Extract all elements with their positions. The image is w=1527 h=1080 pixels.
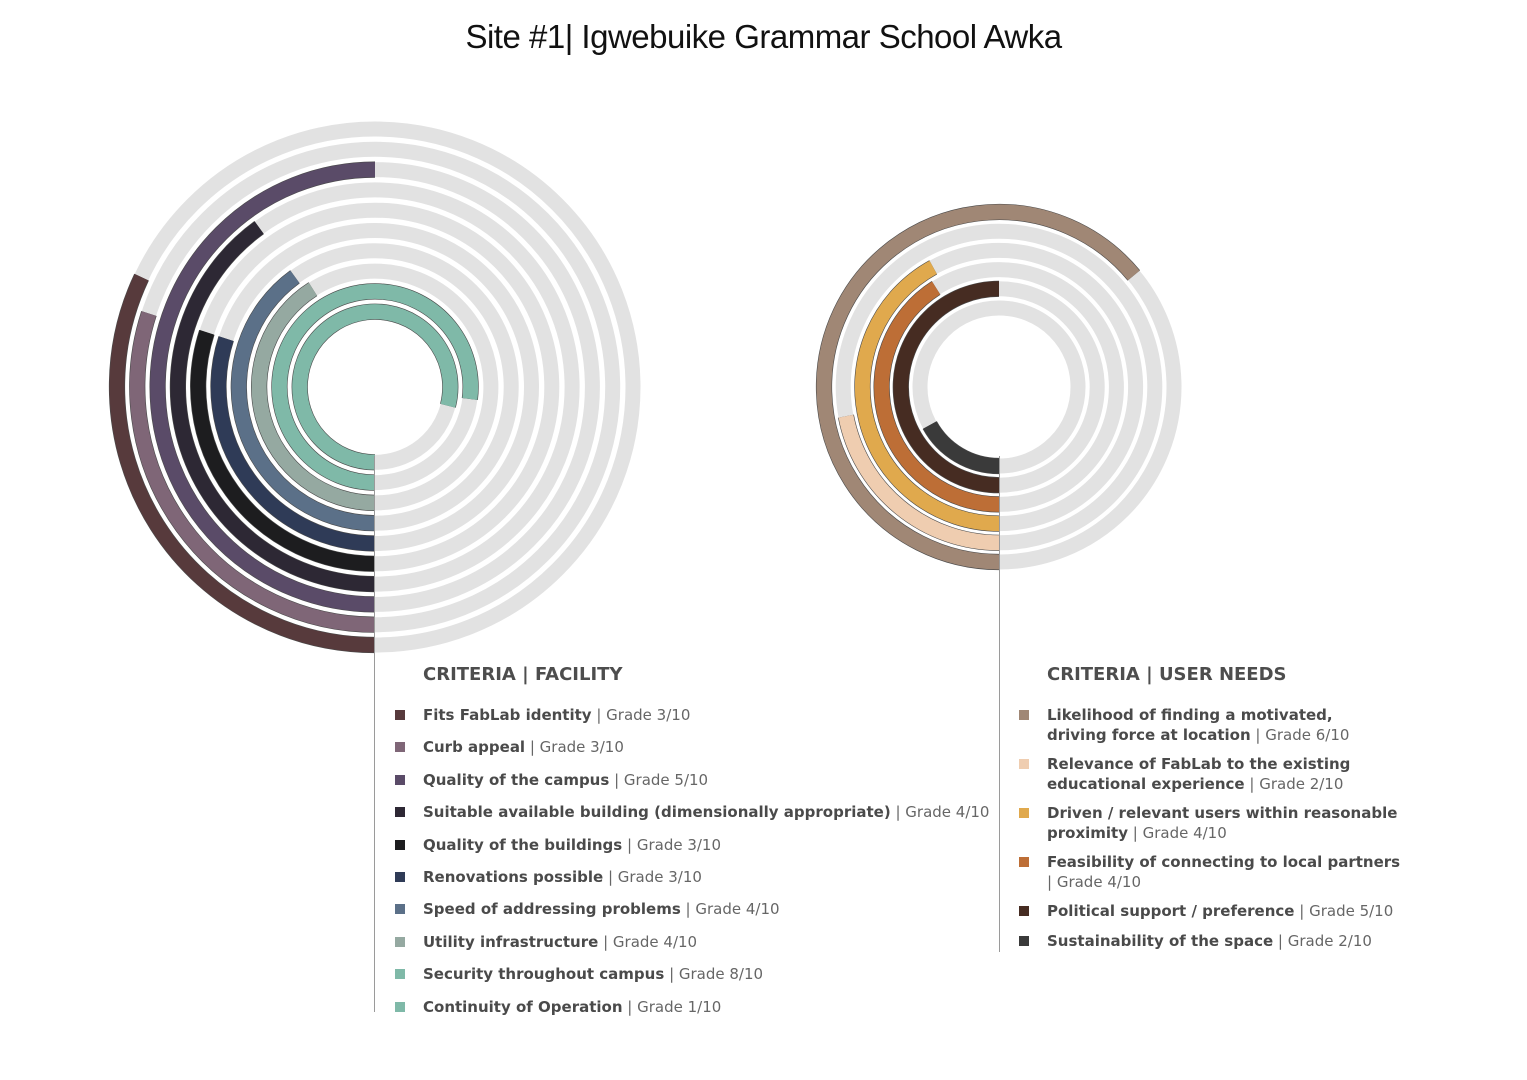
user-needs-legend-label: Sustainability of the space: [1047, 932, 1274, 950]
user-needs-legend-label: Likelihood of finding a motivated,: [1047, 706, 1333, 724]
user-needs-legend-swatch: [1019, 936, 1029, 946]
facility-legend-label: Curb appeal: [423, 738, 526, 757]
facility-legend-grade: | Grade 1/10: [627, 997, 722, 1016]
facility-legend-title: CRITERIA | FACILITY: [423, 664, 623, 685]
facility-legend-item: [423, 737, 989, 757]
user-needs-legend-grade: | Grade 2/10: [1249, 775, 1344, 793]
facility-legend-swatch: [395, 1002, 405, 1012]
facility-legend-item: [423, 867, 989, 887]
facility-legend-grade: | Grade 3/10: [596, 706, 691, 724]
facility-legend-list: [423, 705, 989, 1017]
facility-legend-swatch: [395, 872, 405, 882]
facility-legend-label: Continuity of Operation: [423, 997, 623, 1016]
facility-legend-swatch: [395, 840, 405, 850]
user-needs-legend-grade: | Grade 6/10: [1255, 726, 1350, 744]
facility-legend-grade: | Grade 5/10: [614, 770, 709, 789]
facility-legend-grade: | Grade 3/10: [627, 835, 722, 854]
facility-legend-swatch: [395, 904, 405, 914]
facility-legend-swatch: [395, 742, 405, 752]
user-needs-legend-item: [1047, 705, 1407, 745]
facility-legend-label: Speed of addressing problems: [423, 900, 681, 919]
user-needs-legend-swatch: [1019, 906, 1029, 916]
user-needs-legend-label: proximity: [1047, 824, 1128, 842]
user-needs-legend-swatch: [1019, 759, 1029, 769]
facility-legend-grade: | Grade 8/10: [669, 965, 764, 984]
facility-legend-swatch: [395, 937, 405, 947]
user-needs-legend: [1047, 664, 1407, 961]
facility-legend-grade: | Grade 4/10: [603, 932, 698, 951]
facility-legend-grade: | Grade 3/10: [529, 738, 624, 757]
user-needs-legend-grade: | Grade 5/10: [1299, 902, 1394, 920]
user-needs-legend-list: [1047, 705, 1407, 951]
user-needs-legend-label: Feasibility of connecting to local partners: [1047, 853, 1401, 871]
user-needs-legend-item: [1047, 931, 1407, 951]
facility-legend-item: [423, 932, 989, 952]
user-needs-legend-item: [1047, 754, 1407, 794]
user-needs-legend-swatch: [1019, 710, 1029, 720]
facility-legend-item: [423, 964, 989, 984]
facility-legend-grade: | Grade 3/10: [607, 867, 702, 886]
page-title: Site #1| Igwebuike Grammar School Awka: [465, 18, 1062, 55]
facility-legend-swatch: [395, 969, 405, 979]
facility-legend-label: Utility infrastructure: [423, 932, 599, 951]
facility-legend-swatch: [395, 807, 405, 817]
facility-legend-item: [423, 705, 989, 725]
facility-legend-label: Quality of the buildings: [423, 835, 623, 854]
facility-legend: [423, 664, 989, 1029]
user-needs-legend-item: [1047, 852, 1407, 892]
facility-legend-item: [423, 802, 989, 822]
user-needs-legend-label: driving force at location: [1047, 726, 1251, 744]
user-needs-legend-grade: | Grade 2/10: [1277, 932, 1372, 950]
facility-legend-grade: | Grade 4/10: [895, 803, 990, 822]
facility-legend-item: [423, 997, 989, 1017]
facility-legend-label: Suitable available building (dimensionally appropriate): [423, 803, 891, 822]
facility-legend-swatch: [395, 775, 405, 785]
facility-legend-item: [423, 899, 989, 919]
user-needs-legend-grade: | Grade 4/10: [1132, 824, 1227, 842]
facility-legend-label: Security throughout campus: [423, 965, 665, 984]
user-needs-legend-item: [1047, 803, 1407, 843]
facility-legend-label: Quality of the campus: [423, 770, 610, 789]
user-needs-legend-grade: | Grade 4/10: [1047, 873, 1142, 891]
facility-legend-swatch: [395, 710, 405, 720]
facility-legend-item: [423, 835, 989, 855]
facility-legend-label: Renovations possible: [423, 867, 604, 886]
user-needs-legend-title: CRITERIA | USER NEEDS: [1047, 664, 1287, 685]
facility-legend-label: Fits FabLab identity: [423, 706, 592, 724]
user-needs-legend-item: [1047, 901, 1407, 921]
facility-legend-item: [423, 770, 989, 790]
user-needs-legend-label: Political support / preference: [1047, 902, 1295, 920]
user-needs-legend-label: Relevance of FabLab to the existing: [1047, 755, 1351, 773]
user-needs-legend-label: Driven / relevant users within reasonable: [1047, 804, 1398, 822]
facility-axis-line: [374, 456, 375, 1012]
user-needs-legend-swatch: [1019, 857, 1029, 867]
facility-legend-grade: | Grade 4/10: [685, 900, 780, 919]
user-needs-axis-line: [999, 456, 1000, 952]
user-needs-legend-swatch: [1019, 808, 1029, 818]
user-needs-legend-label: educational experience: [1047, 775, 1245, 793]
